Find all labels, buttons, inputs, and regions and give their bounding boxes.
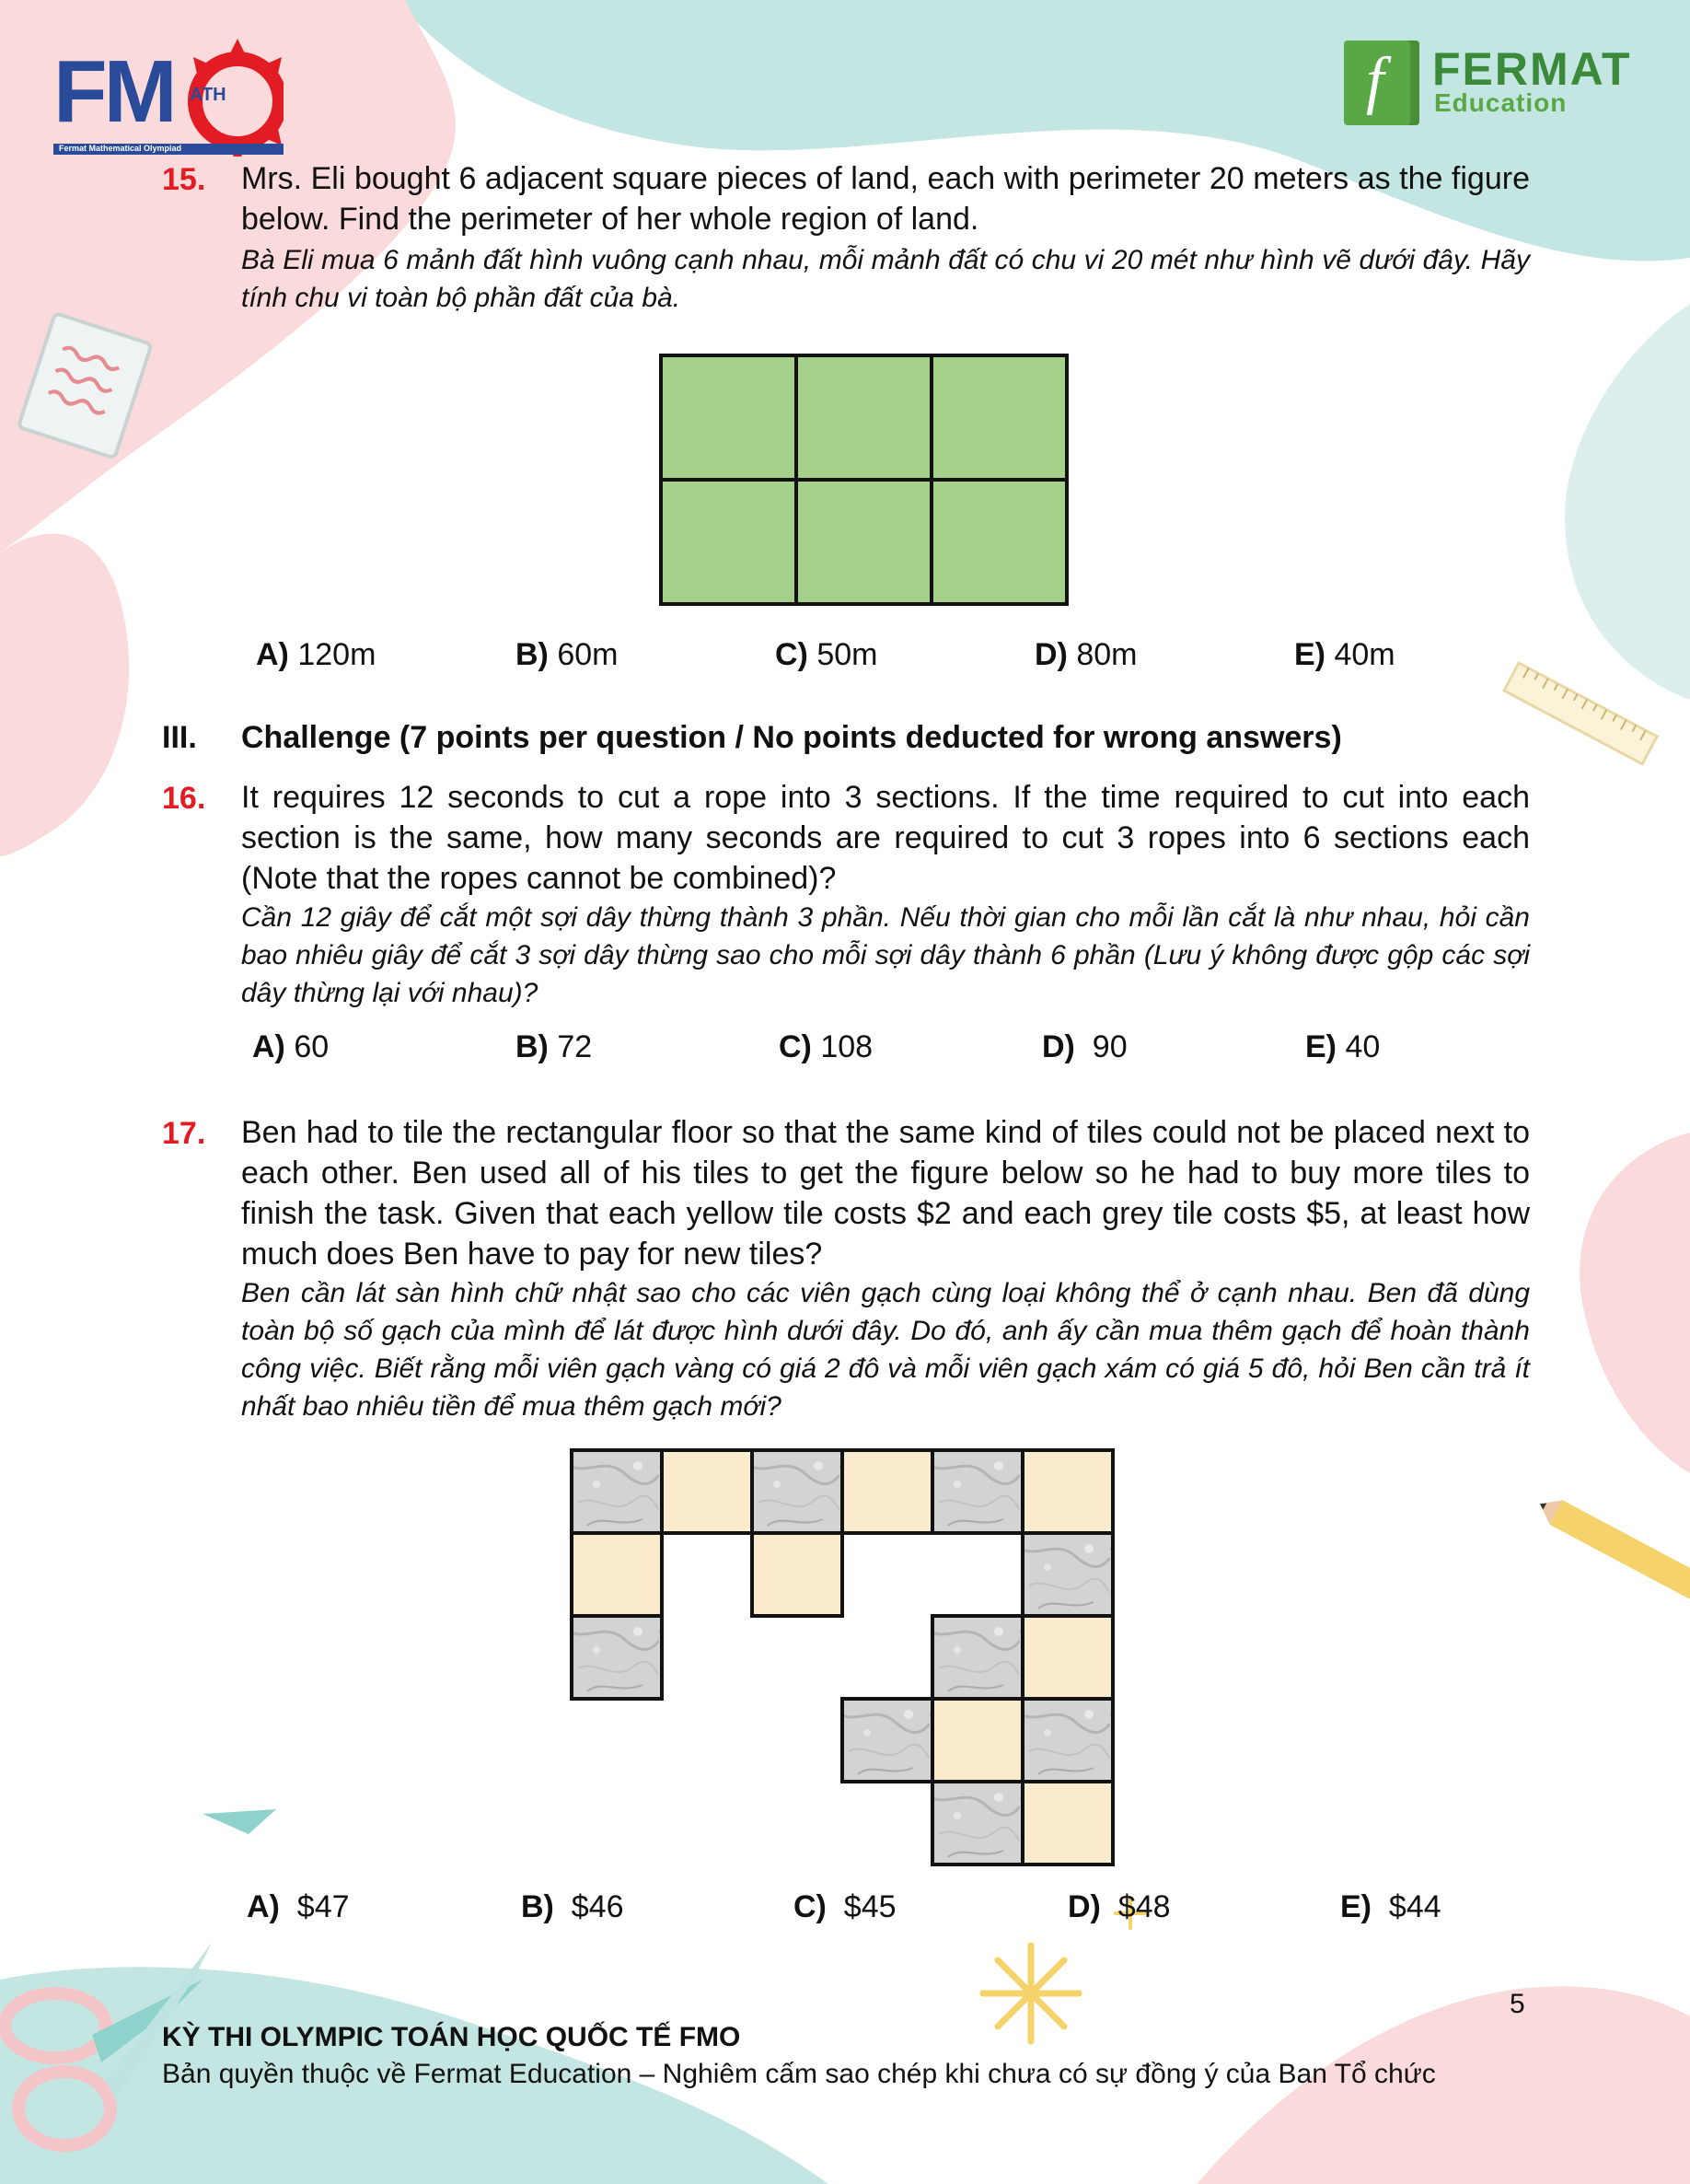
- sparkle-star-icon: [983, 1946, 1079, 2041]
- choice-b[interactable]: [515, 1029, 592, 1065]
- choice-value: $44: [1388, 1889, 1441, 1924]
- land-square: [796, 355, 932, 480]
- section-number: III.: [162, 720, 197, 755]
- question-text: It requires 12 seconds to cut a rope into 3 sections. If the time required to cut into each section is the same, how many seconds are required to cut 3 ropes into 6 sections each (Note that the ropes cannot be combined)?: [241, 780, 1530, 896]
- choice-letter: E): [1294, 637, 1325, 672]
- yellow-tile: [662, 1450, 752, 1533]
- pink-blob-right: [1580, 1133, 1690, 1473]
- question-17-body: [241, 1112, 1530, 1425]
- answer-choices: [0, 637, 1690, 678]
- choice-letter: D): [1035, 637, 1068, 672]
- choice-letter: A): [256, 637, 289, 672]
- choice-value: 40: [1345, 1029, 1381, 1064]
- land-grid: [661, 355, 1067, 604]
- choice-value: 108: [820, 1029, 874, 1064]
- land-square: [796, 480, 932, 604]
- footer-title: KỲ THI OLYMPIC TOÁN HỌC QUỐC TẾ FMO: [162, 2022, 741, 2052]
- choice-letter: A): [252, 1029, 285, 1064]
- fermat-logo: [1344, 41, 1648, 133]
- choice-letter: D): [1068, 1889, 1101, 1924]
- land-figure: [659, 354, 1070, 606]
- fmo-logo-sub: ATH: [190, 85, 226, 105]
- choice-letter: C): [779, 1029, 812, 1064]
- choice-value: 50m: [816, 637, 878, 672]
- choice-value: 40m: [1334, 637, 1395, 672]
- fermat-icon-letter: f: [1366, 45, 1384, 116]
- choice-value: 60: [294, 1029, 330, 1064]
- land-square: [661, 355, 796, 480]
- yellow-tile: [932, 1699, 1023, 1782]
- choice-value: $48: [1117, 1889, 1171, 1924]
- fermat-name: FERMAT: [1432, 43, 1632, 95]
- teal-triangle-shape: [203, 1809, 276, 1834]
- choice-letter: E): [1340, 1889, 1372, 1924]
- land-square: [661, 480, 796, 604]
- choice-value: $45: [843, 1889, 897, 1924]
- grey-tile: [932, 1450, 1023, 1533]
- choice-c[interactable]: [793, 1889, 897, 1925]
- fmo-caption: Fermat Mathematical Olympiad: [59, 144, 182, 153]
- choice-value: 120m: [297, 637, 376, 672]
- fermat-sub: Education: [1434, 88, 1568, 117]
- question-number: 15.: [162, 162, 206, 197]
- choice-a[interactable]: [256, 637, 376, 673]
- grey-tile: [932, 1782, 1023, 1865]
- choice-letter: D): [1042, 1029, 1075, 1064]
- grey-tile: [842, 1699, 932, 1782]
- choice-b[interactable]: [521, 1889, 624, 1925]
- choice-letter: C): [775, 637, 808, 672]
- pencil-icon: [1534, 1492, 1690, 1611]
- ruler-icon: [1504, 663, 1657, 764]
- yellow-tile: [752, 1533, 842, 1616]
- question-number: 16.: [162, 781, 206, 816]
- fmo-logo: [53, 37, 284, 157]
- grey-tile: [1023, 1533, 1113, 1616]
- choice-value: $47: [296, 1889, 350, 1924]
- choice-letter: E): [1305, 1029, 1337, 1064]
- fmo-logo-text: FM: [53, 42, 174, 141]
- choice-e[interactable]: [1294, 637, 1395, 673]
- question-text: Ben had to tile the rectangular floor so that the same kind of tiles could not be placed next to each other. Ben used all of his tiles to get the figure below so he had to buy more tiles to finish the task. Given that each yellow tile costs $2 and each grey tile costs $5, at least how much does Ben have to pay for new tiles?: [241, 1115, 1530, 1272]
- choice-letter: A): [247, 1889, 280, 1924]
- choice-a[interactable]: [247, 1889, 350, 1925]
- choice-value: 60m: [557, 637, 619, 672]
- land-square: [932, 355, 1067, 480]
- choice-e[interactable]: [1305, 1029, 1380, 1065]
- pink-blob-left: [0, 534, 129, 856]
- choice-d[interactable]: [1068, 1889, 1171, 1925]
- yellow-tile: [572, 1533, 662, 1616]
- yellow-tile: [842, 1450, 932, 1533]
- yellow-tile: [1023, 1450, 1113, 1533]
- grey-tile: [752, 1450, 842, 1533]
- choice-letter: C): [793, 1889, 827, 1924]
- question-text-vi: Cần 12 giây để cắt một sợi dây thừng thành 3 phần. Nếu thời gian cho mỗi lần cắt là như nhau, hỏi cần bao nhiêu giây để cắt 3 sợi dây thừng sao cho mỗi sợi dây thành 6 phần (Lưu ý không được gộp các sợi dây thừng lại với nhau)?: [241, 902, 1530, 1008]
- choice-letter: B): [515, 637, 549, 672]
- question-15-body: [241, 158, 1530, 317]
- fermat-book-icon: [1344, 41, 1419, 125]
- question-text: Mrs. Eli bought 6 adjacent square pieces of land, each with perimeter 20 meters as the figure below. Find the perimeter of her whole region of land.: [241, 161, 1530, 237]
- choice-e[interactable]: [1340, 1889, 1441, 1925]
- land-square: [932, 480, 1067, 604]
- grey-tile: [572, 1616, 662, 1699]
- choice-value: 80m: [1076, 637, 1138, 672]
- footer-subtitle: Bản quyền thuộc về Fermat Education – Nghiêm cấm sao chép khi chưa có sự đồng ý của Ban Tổ chức: [162, 2059, 1436, 2089]
- grey-tile: [932, 1616, 1023, 1699]
- choice-letter: B): [521, 1889, 554, 1924]
- choice-value: 90: [1092, 1029, 1128, 1064]
- choice-b[interactable]: [515, 637, 618, 673]
- question-text-vi: Ben cần lát sàn hình chữ nhật sao cho các viên gạch cùng loại không thể ở cạnh nhau. Ben đã dùng toàn bộ số gạch của mình để lát được hình dưới đây. Do đó, anh ấy cần mua thêm gạch để hoàn thành công việc. Biết rằng mỗi viên gạch vàng có giá 2 đô và mỗi viên gạch xám có giá 5 đô, hỏi Ben cần trả ít nhất bao nhiêu tiền để mua thêm gạch mới?: [241, 1278, 1530, 1422]
- yellow-tile: [1023, 1616, 1113, 1699]
- choice-d[interactable]: [1042, 1029, 1128, 1065]
- choice-value: 72: [557, 1029, 593, 1064]
- choice-c[interactable]: [779, 1029, 873, 1065]
- yellow-tile: [1023, 1782, 1113, 1865]
- tile-layer: [572, 1450, 1113, 1865]
- choice-d[interactable]: [1035, 637, 1137, 673]
- question-number: 17.: [162, 1116, 206, 1151]
- answer-choices: [0, 1029, 1690, 1070]
- choice-c[interactable]: [775, 637, 877, 673]
- choice-a[interactable]: [252, 1029, 329, 1065]
- question-16-body: [241, 777, 1530, 1012]
- tile-figure: [569, 1447, 1121, 1871]
- answer-choices: [0, 1889, 1690, 1930]
- choice-value: $46: [571, 1889, 624, 1924]
- grey-tile: [572, 1450, 662, 1533]
- page-number: 5: [1510, 1989, 1525, 2019]
- section-title: Challenge (7 points per question / No points deducted for wrong answers): [241, 720, 1342, 755]
- grey-tile: [1023, 1699, 1113, 1782]
- choice-letter: B): [515, 1029, 549, 1064]
- question-text-vi: Bà Eli mua 6 mảnh đất hình vuông cạnh nhau, mỗi mảnh đất có chu vi 20 mét như hình vẽ dưới đây. Hãy tính chu vi toàn bộ phần đất của bà.: [241, 245, 1530, 313]
